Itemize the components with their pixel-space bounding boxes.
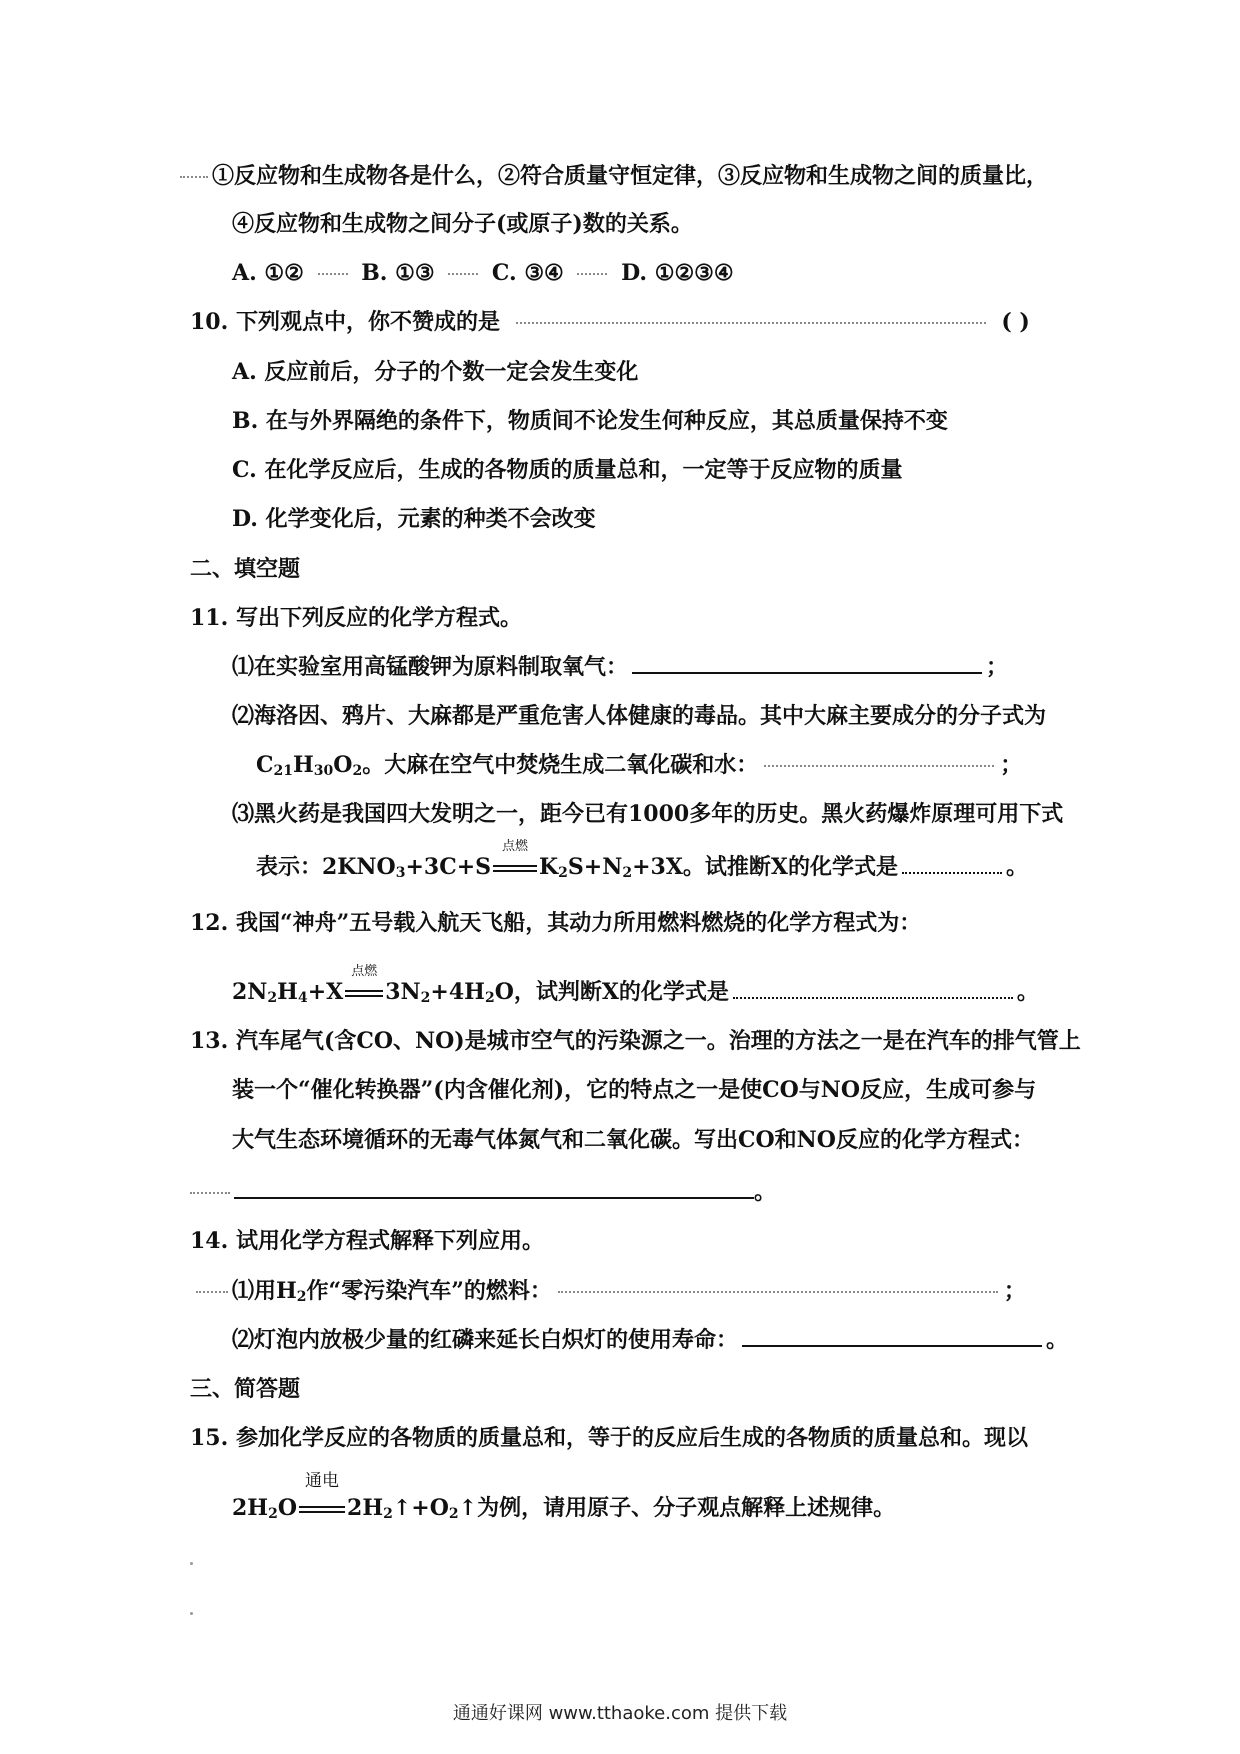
q11-part-1	[232, 656, 1008, 678]
q11-p1-text: ⑴在实验室用高锰酸钾为原料制取氧气：	[232, 654, 629, 680]
leader-dots	[180, 176, 208, 178]
formula-h: H	[293, 752, 314, 778]
equation-text: O，试判断X的化学式是	[494, 979, 729, 1005]
q11-part-3-line-2	[256, 839, 1028, 881]
formula-sub: 30	[313, 763, 334, 779]
q11-p1-end: ；	[986, 654, 1009, 680]
q14-stem-text: 试用化学方程式解释下列应用。	[235, 1228, 544, 1254]
question-number: 13.	[190, 1028, 229, 1054]
answer-blank[interactable]	[742, 1345, 1042, 1347]
page-footer: 通通好课网 www.tthaoke.com 提供下载	[452, 1703, 788, 1724]
q12-equation	[232, 964, 1039, 1006]
leader-dots	[196, 1291, 228, 1293]
equation-text: H	[277, 979, 298, 1005]
formula-o: O	[333, 752, 353, 778]
q9-line-2	[232, 213, 693, 235]
equation-text: +3C+S	[405, 854, 492, 880]
formula-sub: 2	[420, 990, 431, 1006]
q11-part-3-line-1: ⑶黑火药是我国四大发明之一，距今已有1000多年的历史。黑火药爆炸原理可用下式	[232, 801, 1064, 827]
equation-text: 2H	[347, 1495, 384, 1521]
scan-speck	[190, 1612, 193, 1615]
condition-label: 通电	[305, 1471, 340, 1491]
leader-dots	[190, 1192, 230, 1194]
q9-line1-text: ①反应物和生成物各是什么，②符合质量守恒定律，③反应物和生成物之间的质量比，	[212, 163, 1049, 189]
formula-sub: 2	[296, 1289, 307, 1305]
equation-text: 3N	[385, 979, 421, 1005]
answer-blank[interactable]	[558, 1291, 998, 1293]
q12-stem-text: 我国“神舟”五号载入航天飞船，其动力所用燃料燃烧的化学方程式为：	[235, 910, 922, 936]
q14-p1-end: ；	[1003, 1278, 1026, 1304]
q14-p2-text: ⑵灯泡内放极少量的红磷来延长白炽灯的使用寿命：	[232, 1327, 739, 1353]
q11-p3b-end: 。	[1005, 854, 1028, 880]
q15-equation-line	[232, 1471, 896, 1522]
condition-label: 点燃	[502, 839, 529, 854]
formula-sub: 21	[273, 763, 293, 779]
equals-bar	[493, 865, 537, 872]
formula-sub: 2	[352, 763, 363, 779]
scan-speck	[190, 1562, 193, 1565]
q14-p1-text: ⑴用H	[232, 1278, 297, 1304]
formula-sub: 2	[448, 1506, 459, 1522]
q13-line-1	[190, 1030, 1081, 1052]
formula-sub: 2	[383, 1506, 393, 1522]
q14-part-2	[232, 1329, 1068, 1351]
answer-blank[interactable]	[234, 1197, 754, 1199]
q11-stem	[190, 607, 522, 629]
q10-stem	[190, 311, 1030, 333]
reaction-condition	[345, 964, 383, 1003]
equation-text: 表示：2KNO	[256, 854, 396, 880]
q14-stem	[190, 1230, 544, 1252]
q11-part-2-line-2	[256, 754, 1022, 778]
question-number: 15.	[190, 1425, 229, 1451]
q10-option-b: B. 在与外界隔绝的条件下，物质间不论发生何种反应，其总质量保持不变	[232, 408, 948, 434]
equals-bar	[345, 990, 383, 997]
q9-line-1	[180, 165, 1048, 187]
q13-line-3: 大气生态环境循环的无毒气体氮气和二氧化碳。写出CO和NO反应的化学方程式：	[232, 1127, 1034, 1153]
q11-part-2-line-1: ⑵海洛因、鸦片、大麻都是严重危害人体健康的毒品。其中大麻主要成分的分子式为	[232, 703, 1047, 729]
equation-text: ↑+O	[392, 1495, 449, 1521]
leader-dots	[448, 273, 478, 275]
equation-text: 2H	[232, 1495, 269, 1521]
answer-blank[interactable]	[764, 765, 994, 767]
q11-p2b-end: ；	[1000, 752, 1023, 778]
equation-text: S+N	[567, 854, 623, 880]
q9-option-c: C. ③④	[491, 260, 564, 286]
q13-answer-line	[190, 1181, 776, 1203]
q13-end: 。	[754, 1179, 777, 1205]
q10-stem-text: 下列观点中，你不赞成的是	[235, 309, 500, 335]
equation-text: +X	[307, 979, 344, 1005]
q14-p1-text: 作“零污染汽车”的燃料：	[306, 1278, 552, 1304]
q9-options	[232, 262, 734, 284]
formula-sub: 2	[267, 990, 278, 1006]
equation-text: +3X。试推断X的化学式是	[632, 854, 898, 880]
q13-line1-text: 汽车尾气(含CO、NO)是城市空气的污染源之一。治理的方法之一是在汽车的排气管上	[235, 1028, 1081, 1054]
q10-option-c: C. 在化学反应后，生成的各物质的质量总和，一定等于反应物的质量	[232, 457, 903, 483]
equation-text: K	[539, 854, 559, 880]
question-number: 10.	[190, 309, 229, 335]
q14-part-1	[196, 1280, 1026, 1304]
reaction-condition	[493, 839, 537, 878]
formula-sub: 2	[268, 1506, 278, 1522]
equation-text: 2N	[232, 979, 268, 1005]
formula-sub: 2	[622, 865, 633, 881]
section-heading-fill-in: 二、填空题	[190, 556, 301, 582]
equation-text: O	[277, 1495, 298, 1521]
q9-option-a: A. ①②	[232, 260, 304, 286]
answer-blank[interactable]	[902, 872, 1002, 874]
reaction-condition	[299, 1471, 345, 1519]
q15-line-1	[190, 1427, 1028, 1449]
leader-dots	[516, 322, 986, 324]
q10-option-d: D. 化学变化后，元素的种类不会改变	[232, 506, 596, 532]
q13-line-2: 装一个“催化转换器”(内含催化剂)，它的特点之一是使CO与NO反应，生成可参与	[232, 1077, 1037, 1103]
q12-end: 。	[1016, 979, 1039, 1005]
formula-c: C	[256, 752, 274, 778]
formula-sub: 3	[395, 865, 406, 881]
question-number: 14.	[190, 1228, 229, 1254]
q11-p2b-text: 。大麻在空气中焚烧生成二氧化碳和水：	[362, 752, 759, 778]
formula-sub: 4	[297, 990, 308, 1006]
leader-dots	[577, 273, 607, 275]
q11-stem-text: 写出下列反应的化学方程式。	[235, 605, 522, 631]
q9-line2-text: ④反应物和生成物之间分子(或原子)数的关系。	[232, 211, 693, 237]
section-heading-short-answer: 三、简答题	[190, 1376, 301, 1402]
answer-paren: ( )	[1001, 309, 1030, 335]
question-number: 12.	[190, 910, 229, 936]
formula-sub: 2	[558, 865, 568, 881]
question-number: 11.	[190, 605, 229, 631]
q12-stem	[190, 912, 921, 934]
q10-option-a: A. 反应前后，分子的个数一定会发生变化	[232, 359, 639, 385]
q9-option-b: B. ①③	[361, 260, 435, 286]
condition-label: 点燃	[351, 964, 378, 979]
equation-text: ↑为例，请用原子、分子观点解释上述规律。	[458, 1495, 896, 1521]
answer-blank[interactable]	[632, 672, 982, 674]
q15-line1-text: 参加化学反应的各物质的质量总和，等于的反应后生成的各物质的质量总和。现以	[235, 1425, 1028, 1451]
q9-option-d: D. ①②③④	[621, 260, 734, 286]
q14-p2-end: 。	[1046, 1327, 1069, 1353]
formula-sub: 2	[484, 990, 495, 1006]
leader-dots	[318, 273, 348, 275]
equals-bar	[299, 1506, 345, 1513]
answer-blank[interactable]	[733, 997, 1013, 999]
equation-text: +4H	[430, 979, 485, 1005]
